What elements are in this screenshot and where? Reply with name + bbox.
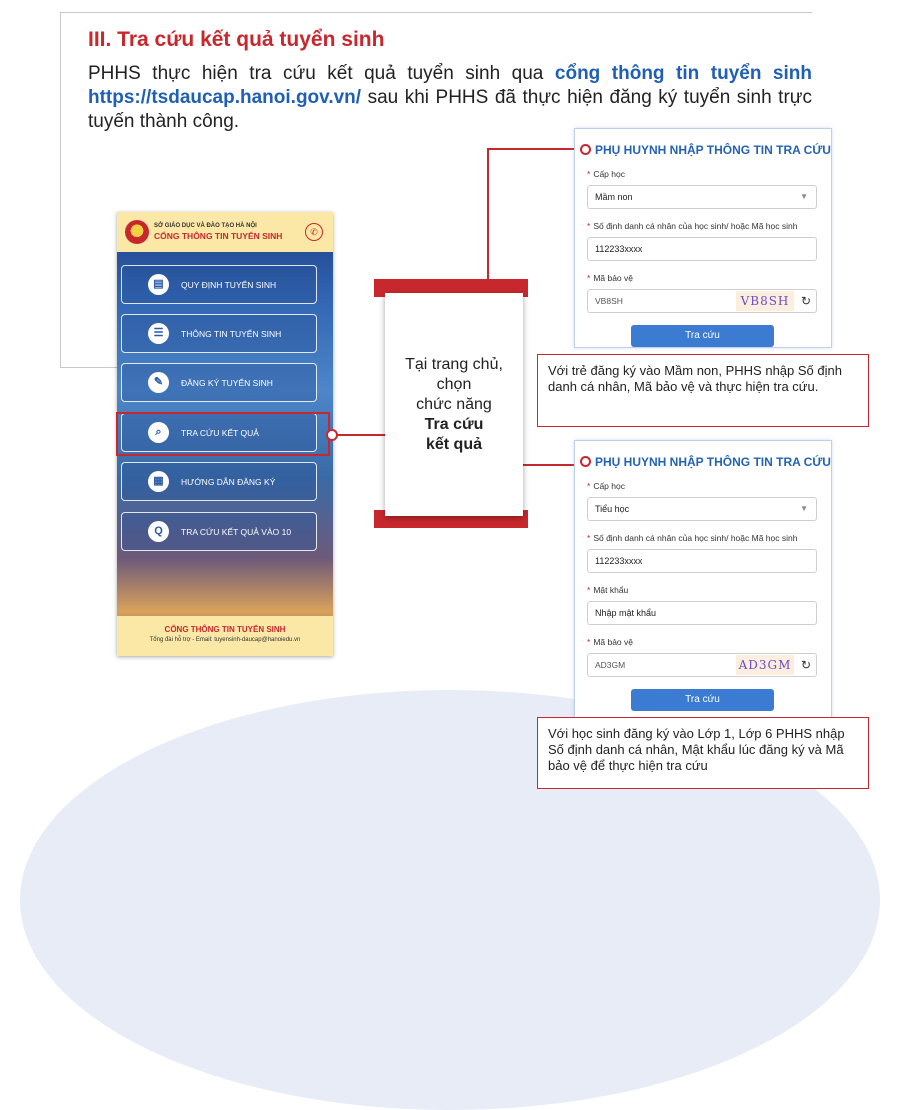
menu-item[interactable] xyxy=(121,462,317,501)
callout-line: chọn xyxy=(436,375,472,393)
level-select[interactable]: Tiểu học ▼ xyxy=(587,497,817,521)
guide-icon: ▦ xyxy=(148,471,169,492)
footer-title: CỔNG THÔNG TIN TUYỂN SINH xyxy=(164,625,286,634)
callout-box xyxy=(385,293,523,516)
intro-text: PHHS thực hiện tra cứu kết quả tuyển sinh qua xyxy=(88,63,555,84)
lookup-form-preschool xyxy=(574,128,832,348)
menu-item-label: HƯỚNG DẪN ĐĂNG KÝ xyxy=(181,476,276,487)
chevron-down-icon: ▼ xyxy=(800,504,808,513)
level-label: * Cấp học xyxy=(587,169,625,179)
portal-url[interactable]: https://tsdaucap.hanoi.gov.vn/ xyxy=(88,87,362,108)
id-input[interactable]: 112233xxxx xyxy=(587,237,817,261)
level-label: * Cấp học xyxy=(587,481,625,491)
section-title: III. Tra cứu kết quả tuyển sinh xyxy=(88,28,385,51)
menu-item-label: QUY ĐỊNH TUYỂN SINH xyxy=(181,279,277,290)
phone-call-icon[interactable]: ✆ xyxy=(305,223,323,241)
emblem-icon xyxy=(125,220,149,244)
search-icon: Q xyxy=(148,521,169,542)
edit-icon: ✎ xyxy=(148,372,169,393)
note-primary: Với học sinh đăng ký vào Lớp 1, Lớp 6 PHHS nhập Số định danh cá nhân, Mật khẩu lúc đăng ký và Mã bảo vệ để thực hiện tra cứu xyxy=(537,717,869,789)
phone-header xyxy=(117,212,333,252)
connector-line xyxy=(487,148,489,294)
password-label: * Mật khẩu xyxy=(587,585,629,595)
intro-paragraph xyxy=(88,62,812,134)
password-input[interactable]: Nhập mật khẩu xyxy=(587,601,817,625)
form-title: PHỤ HUYNH NHẬP THÔNG TIN TRA CỨU xyxy=(595,455,831,469)
note-preschool: Với trẻ đăng ký vào Mầm non, PHHS nhập Số định danh cá nhân, Mã bảo vệ và thực hiện tra cứu. xyxy=(537,354,869,427)
search-document-icon: ⌕ xyxy=(148,422,169,443)
menu-item-label: THÔNG TIN TUYỂN SINH xyxy=(181,328,282,339)
callout-strong: Tra cứu xyxy=(424,415,484,433)
captcha-label: * Mã bảo vệ xyxy=(587,273,634,283)
connector-line xyxy=(338,434,386,436)
id-input[interactable]: 112233xxxx xyxy=(587,549,817,573)
selected-menu-highlight xyxy=(116,412,330,456)
level-select[interactable]: Mầm non ▼ xyxy=(587,185,817,209)
portal-title: CỔNG THÔNG TIN TUYỂN SINH xyxy=(154,231,283,241)
captcha-image: AD3GM xyxy=(736,655,794,675)
callout-strong: kết quả xyxy=(425,435,482,453)
intro-text-end: sau khi PHHS đã thực hiện đăng ký tuyển sinh trực tuyến thành công. xyxy=(88,87,812,132)
lookup-button[interactable]: Tra cứu xyxy=(631,325,774,347)
chevron-down-icon: ▼ xyxy=(800,192,808,201)
form-dot xyxy=(580,144,591,155)
menu-item[interactable] xyxy=(121,363,317,402)
frame-line xyxy=(60,12,812,13)
captcha-input[interactable]: VB8SH VB8SH ↻ xyxy=(587,289,817,313)
brand xyxy=(154,223,305,241)
menu-item[interactable] xyxy=(121,265,317,304)
form-dot xyxy=(580,456,591,467)
menu-item[interactable] xyxy=(121,512,317,551)
refresh-icon[interactable]: ↻ xyxy=(800,658,811,672)
captcha-input[interactable]: AD3GM AD3GM ↻ xyxy=(587,653,817,677)
connector-line xyxy=(487,148,579,150)
menu-item[interactable] xyxy=(121,314,317,353)
refresh-icon[interactable]: ↻ xyxy=(800,294,811,308)
list-icon: ☰ xyxy=(148,323,169,344)
org-name: SỞ GIÁO DỤC VÀ ĐÀO TẠO HÀ NỘI xyxy=(154,223,257,229)
callout-line: Tại trang chủ, xyxy=(405,355,503,373)
id-label: * Số định danh cá nhân của học sinh/ hoặc Mã học sinh xyxy=(587,533,798,543)
lookup-button[interactable]: Tra cứu xyxy=(631,689,774,711)
id-label: * Số định danh cá nhân của học sinh/ hoặc Mã học sinh xyxy=(587,221,798,231)
callout-line: chức năng xyxy=(416,395,492,413)
clipboard-icon: ▤ xyxy=(148,274,169,295)
form-title: PHỤ HUYNH NHẬP THÔNG TIN TRA CỨU xyxy=(595,143,831,157)
footer-support: Tổng đài hỗ trợ - Email: tuyensinh-daucap@hanoiedu.vn xyxy=(149,637,301,643)
portal-name: cổng thông tin tuyển sinh xyxy=(554,63,812,84)
phone-footer xyxy=(117,616,333,656)
captcha-image: VB8SH xyxy=(736,291,794,311)
menu-item-label: TRA CỨU KẾT QUẢ xyxy=(181,427,259,438)
menu-item-label: ĐĂNG KÝ TUYỂN SINH xyxy=(181,377,273,388)
connector-dot xyxy=(326,429,338,441)
captcha-label: * Mã bảo vệ xyxy=(587,637,634,647)
lookup-form-primary xyxy=(574,440,832,726)
frame-line xyxy=(60,367,120,368)
menu-item-label: TRA CỨU KẾT QUẢ VÀO 10 xyxy=(181,526,292,537)
frame-line xyxy=(60,12,61,368)
